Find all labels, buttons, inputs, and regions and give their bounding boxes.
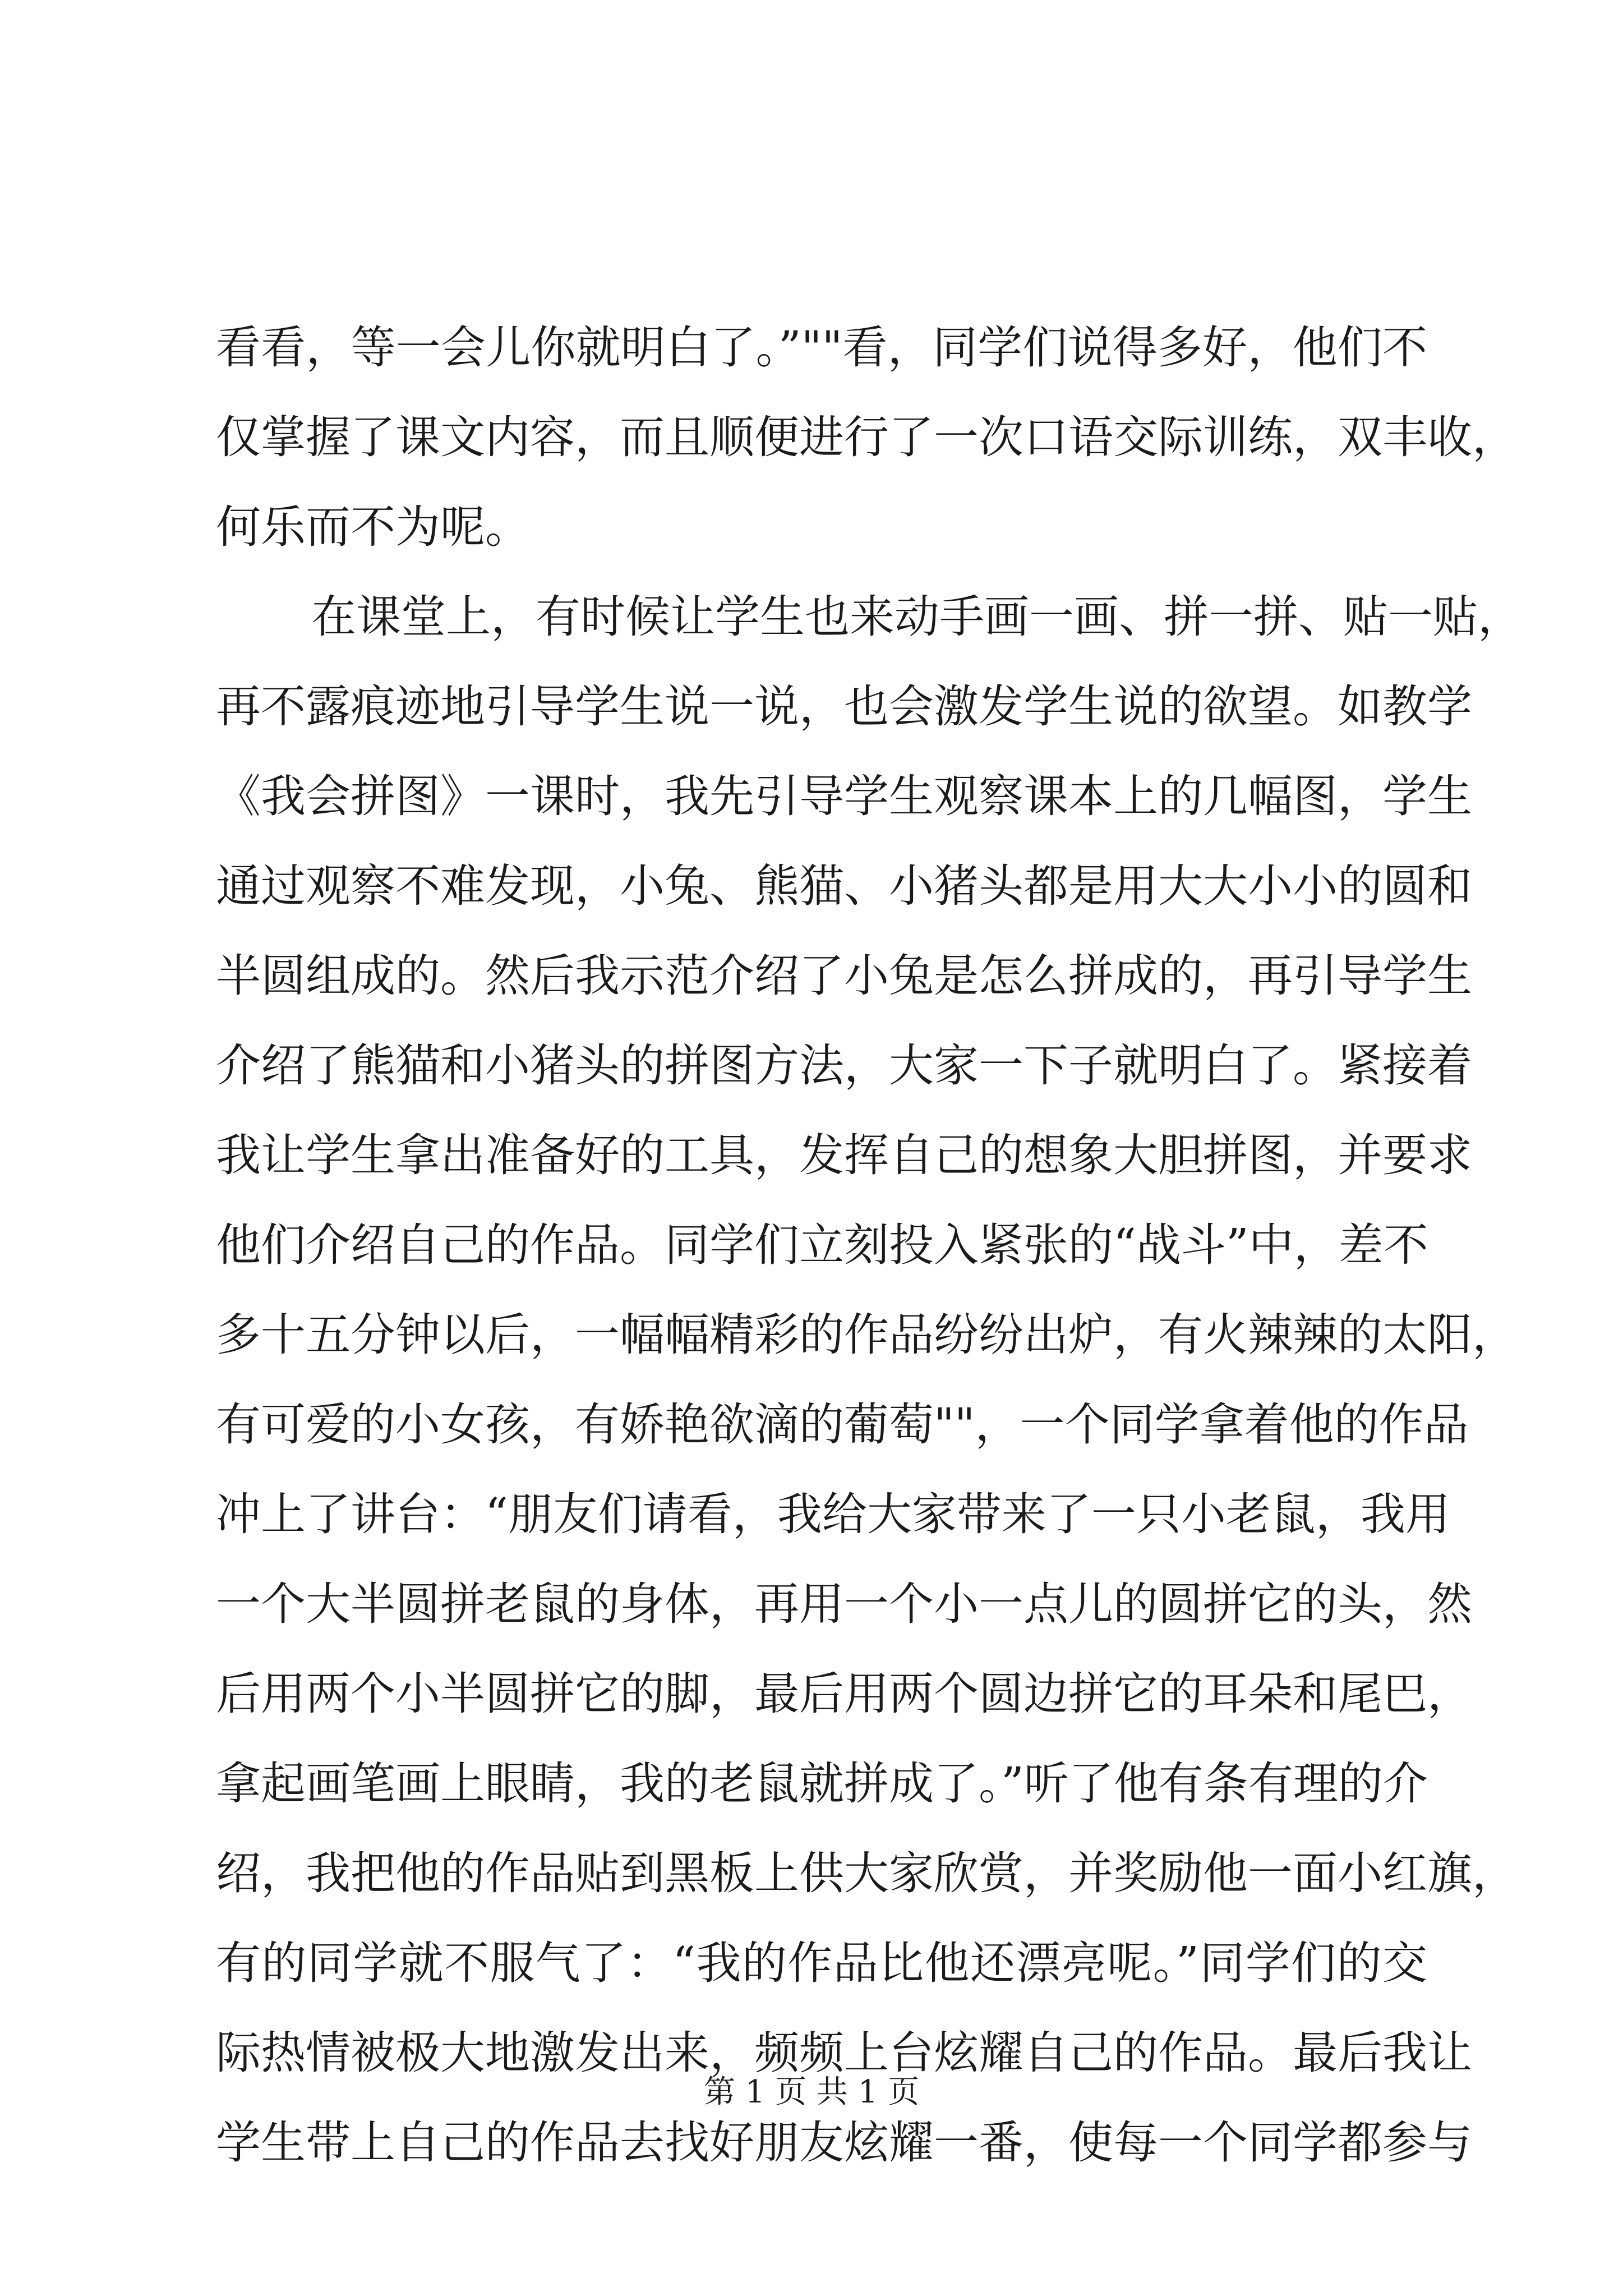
text-line: 学生带上自己的作品去找好朋友炫耀一番，使每一个同学都参与 bbox=[216, 2116, 1472, 2169]
text-line: 冲上了讲台：“朋友们请看，我给大家带来了一只小老鼠，我用 bbox=[216, 1488, 1450, 1540]
text-line: 他们介绍自己的作品。同学们立刻投入紧张的“战斗”中，差不 bbox=[216, 1219, 1428, 1271]
text-line: 后用两个小半圆拼它的脚，最后用两个圆边拼它的耳朵和尾巴， bbox=[216, 1668, 1472, 1720]
text-line: 看看，等一会儿你就明白了。”""看，同学们说得多好，他们不 bbox=[216, 321, 1427, 374]
paragraph bbox=[216, 572, 1523, 2188]
text-line: 多十五分钟以后，一幅幅精彩的作品纷纷出炉，有火辣辣的太阳， bbox=[216, 1309, 1517, 1361]
text-line: 再不露痕迹地引导学生说一说，也会激发学生说的欲望。如教学 bbox=[216, 680, 1472, 733]
text-line: 有的同学就不服气了：“我的作品比他还漂亮呢。”同学们的交 bbox=[216, 1937, 1427, 1989]
text-line: 我让学生拿出准备好的工具，发挥自己的想象大胆拼图，并要求 bbox=[216, 1129, 1472, 1181]
text-line: 半圆组成的。然后我示范介绍了小兔是怎么拼成的，再引导学生 bbox=[216, 950, 1472, 1002]
text-line: 在课堂上，有时候让学生也来动手画一画、拼一拼、贴一贴， bbox=[311, 591, 1523, 643]
text-line: 拿起画笔画上眼睛，我的老鼠就拼成了。”听了他有条有理的介 bbox=[216, 1757, 1428, 1810]
text-line: 《我会拼图》一课时，我先引导学生观察课本上的几幅图，学生 bbox=[216, 770, 1472, 822]
text-line: 通过观察不难发现，小兔、熊猫、小猪头都是用大大小小的圆和 bbox=[216, 860, 1472, 912]
paragraph bbox=[216, 303, 1517, 572]
body-text bbox=[216, 303, 1523, 2188]
text-line: 介绍了熊猫和小猪头的拼图方法，大家一下子就明白了。紧接着 bbox=[216, 1039, 1472, 1092]
text-line: 一个大半圆拼老鼠的身体，再用一个小一点儿的圆拼它的头，然 bbox=[216, 1578, 1472, 1630]
text-line: 绍，我把他的作品贴到黑板上供大家欣赏，并奖励他一面小红旗， bbox=[216, 1847, 1517, 1899]
text-line: 际热情被极大地激发出来，频频上台炫耀自己的作品。最后我让 bbox=[216, 2027, 1472, 2079]
text-line: 仅掌握了课文内容，而且顺便进行了一次口语交际训练，双丰收， bbox=[216, 411, 1517, 463]
text-line: 有可爱的小女孩，有娇艳欲滴的葡萄""，一个同学拿着他的作品 bbox=[216, 1398, 1469, 1451]
text-line: 何乐而不为呢。 bbox=[216, 501, 530, 553]
page-footer bbox=[0, 2070, 1623, 2115]
page-number-label: 第 1 页 共 1 页 bbox=[703, 2074, 920, 2110]
